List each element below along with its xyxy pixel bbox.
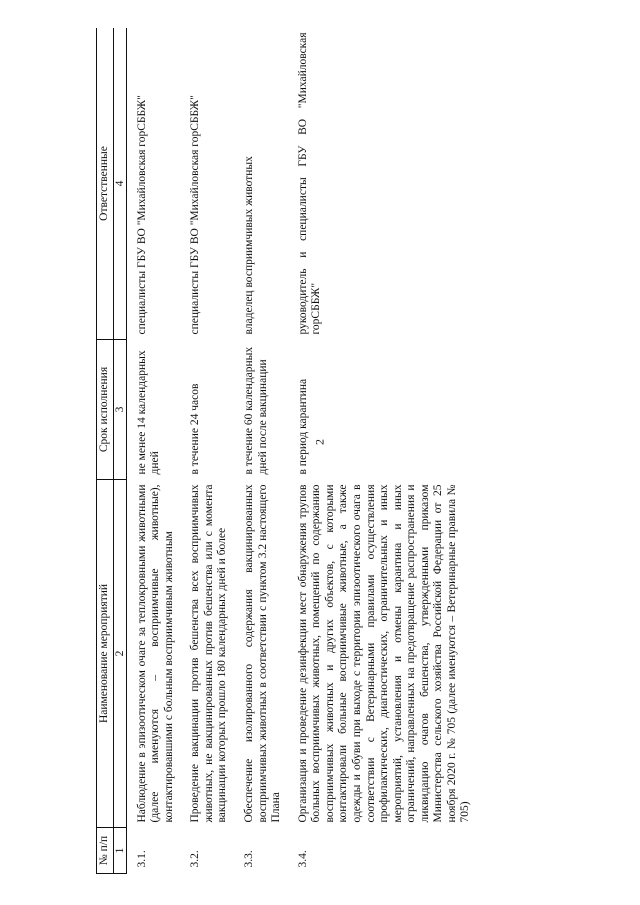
page-number: 2	[312, 439, 327, 445]
row-responsible: специалисты ГБУ ВО "Михайловская горСББЖ"	[189, 95, 202, 335]
measures-table	[96, 28, 477, 874]
landscape-table-container	[96, 28, 566, 874]
row-number: 3.3.	[243, 850, 255, 868]
column-number: 1	[113, 828, 126, 874]
column-number: 2	[113, 480, 126, 828]
table-row	[126, 28, 180, 874]
row-term: в течение 60 календарных дней после вакцинации	[243, 346, 269, 475]
rotated-page-content	[96, 28, 566, 874]
row-term: не менее 14 календарных дней	[135, 350, 162, 475]
header-term: Срок исполнения	[97, 340, 114, 480]
column-number-row	[113, 28, 126, 874]
column-number: 3	[113, 340, 126, 480]
table-row	[180, 28, 234, 874]
row-number: 3.4.	[296, 850, 309, 868]
table-row	[234, 28, 288, 874]
row-number: 3.2.	[189, 850, 202, 868]
row-term: в период карантина	[296, 378, 309, 475]
header-name: Наименование мероприятий	[97, 480, 114, 828]
row-measure-name: Наблюдение в эпизоотическом очаге за теплокровными животными (далее именуются – восприимчивые животные), контактировавшими с больным восприимчивым животным	[135, 484, 175, 823]
row-responsible: специалисты ГБУ ВО "Михайловская горСББЖ"	[135, 95, 148, 335]
row-measure-name: Обеспечение изолированного содержания вакцинированных восприимчивых животных в соответствии с пунктом 3.2 настоящего Плана	[243, 484, 283, 823]
header-number: № п/п	[97, 828, 114, 874]
header-responsible: Ответственные	[97, 28, 114, 340]
row-measure-name: Проведение вакцинации против бешенства всех восприимчивых животных, не вакцинированных против бешенства или с момента вакцинации которых прошло 180 календарных дней и более	[189, 484, 229, 823]
row-term: в течение 24 часов	[189, 383, 202, 475]
row-measure-name: Организация и проведение дезинфекции мест обнаружения трупов больных восприимчивых животных, помещений по содержанию восприимчивых животных и других объектов, с которыми контактировали больные восприимчивые животные, а также одежды и обуви при выходе с территории эпизоотического очага в соответствии с Ветеринарными правилами осуществления профилактических, диагностических, ограничительных и иных мероприятий, установления и отмены карантина и иных ограничений, направленных на предотвращение распространения и ликвидацию очагов бешенства, утвержденными приказом Министерства сельского хозяйства Российской Федерации от 25 ноября 2020 г. № 705 (далее именуются – Ветеринарные правила № 705)	[296, 484, 472, 823]
row-responsible: владелец восприимчивых животных	[243, 156, 255, 335]
table-row	[288, 28, 477, 874]
column-number: 4	[113, 28, 126, 340]
row-responsible: руководитель и специалисты ГБУ ВО "Михайловская горСББЖ"	[296, 32, 323, 335]
table-header-row	[97, 28, 114, 874]
row-number: 3.1.	[135, 850, 148, 868]
